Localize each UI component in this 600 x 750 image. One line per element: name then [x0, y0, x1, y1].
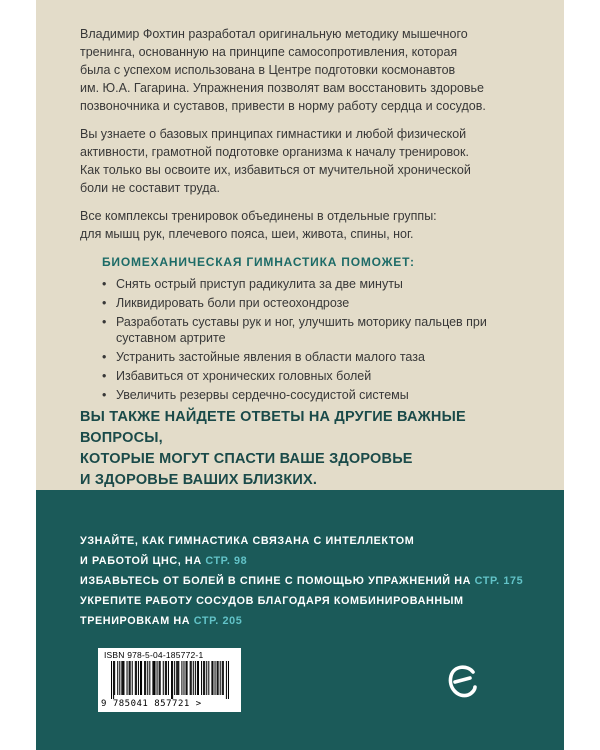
- barcode-bar: [220, 661, 221, 695]
- barcode-bar: [157, 661, 158, 695]
- barcode-bar: [111, 661, 112, 699]
- barcode: [98, 648, 241, 712]
- tip-line: [80, 551, 540, 571]
- barcode-bar: [218, 661, 219, 695]
- bullet-icon: •: [102, 369, 107, 383]
- bullet-icon: •: [102, 315, 107, 329]
- page-ref: СТР. 98: [205, 555, 248, 567]
- barcode-bar: [121, 661, 122, 695]
- intro-paragraph-3: [80, 207, 530, 243]
- list-item: [102, 349, 512, 365]
- barcode-bar: [215, 661, 216, 695]
- barcode-bar: [191, 661, 192, 695]
- barcode-bar: [136, 661, 137, 695]
- text-line: Как только вы освоите их, избавиться от мучительной хронической: [80, 163, 471, 177]
- barcode-bar: [141, 661, 142, 695]
- barcode-bar: [198, 661, 199, 695]
- barcode-bar: [119, 661, 120, 695]
- barcode-bar: [226, 661, 227, 699]
- barcode-bar: [165, 661, 166, 695]
- barcode-bar: [176, 661, 177, 695]
- list-item: [102, 387, 512, 403]
- barcode-bar: [132, 661, 133, 695]
- biomechanics-heading: БИОМЕХАНИЧЕСКАЯ ГИМНАСТИКА ПОМОЖЕТ:: [102, 255, 415, 269]
- barcode-bar: [159, 661, 160, 695]
- tip-line: [80, 571, 540, 591]
- barcode-number: 9 785041 857721 >: [101, 699, 202, 709]
- barcode-bar: [130, 661, 131, 695]
- barcode-bar: [190, 661, 191, 695]
- bullet-icon: •: [102, 388, 107, 402]
- text-line: Владимир Фохтин разработал оригинальную методику мышечного: [80, 27, 468, 41]
- barcode-bar: [177, 661, 178, 695]
- barcode-bar: [114, 661, 115, 695]
- eksmo-e-logo-icon: [446, 662, 480, 702]
- text-line: активности, грамотной подготовке организма к началу тренировок.: [80, 145, 469, 159]
- upper-section: [36, 0, 564, 490]
- barcode-bar: [181, 661, 182, 695]
- barcode-bar: [174, 661, 175, 695]
- list-item-text: Снять острый приступ радикулита за две минуты: [116, 277, 403, 291]
- bullet-icon: •: [102, 296, 107, 310]
- barcode-bar: [168, 661, 169, 695]
- barcode-bar: [223, 661, 224, 695]
- list-item: [102, 368, 512, 384]
- barcode-bar: [208, 661, 209, 695]
- callout-text: [80, 407, 530, 491]
- barcode-bar: [163, 661, 164, 695]
- barcode-bar: [113, 661, 114, 699]
- intro-paragraph-1: [80, 25, 530, 115]
- benefits-list: [102, 276, 512, 406]
- barcode-bar: [193, 661, 194, 695]
- text-line: боли не составит труда.: [80, 181, 220, 195]
- barcode-bar: [138, 661, 139, 695]
- barcode-bar: [222, 661, 223, 695]
- barcode-bar: [204, 661, 205, 695]
- barcode-bar: [122, 661, 123, 695]
- barcode-bar: [152, 661, 153, 695]
- barcode-bars: [111, 661, 229, 699]
- barcode-bar: [129, 661, 130, 695]
- barcode-bar: [187, 661, 188, 695]
- callout-line: ВЫ ТАКЖЕ НАЙДЕТЕ ОТВЕТЫ НА ДРУГИЕ ВАЖНЫЕ ВОПРОСЫ,: [80, 409, 466, 446]
- barcode-bar: [197, 661, 198, 695]
- list-item: [102, 295, 512, 311]
- intro-paragraph-2: [80, 125, 530, 197]
- tip-text: И РАБОТОЙ ЦНС, НА: [80, 555, 206, 567]
- barcode-bar: [183, 661, 184, 695]
- tip-line: УКРЕПИТЕ РАБОТУ СОСУДОВ БЛАГОДАРЯ КОМБИНИРОВАННЫМ: [80, 595, 464, 607]
- barcode-bar: [160, 661, 161, 695]
- barcode-bar: [228, 661, 229, 699]
- barcode-bar: [211, 661, 212, 695]
- callout-line: КОТОРЫЕ МОГУТ СПАСТИ ВАШЕ ЗДОРОВЬЕ: [80, 451, 413, 467]
- list-item: [102, 314, 512, 346]
- barcode-bar: [149, 661, 150, 695]
- tip-text: ИЗБАВЬТЕСЬ ОТ БОЛЕЙ В СПИНЕ С ПОМОЩЬЮ УПРАЖНЕНИЙ НА: [80, 575, 475, 587]
- isbn-label: ISBN 978-5-04-185772-1: [104, 650, 204, 660]
- barcode-bar: [127, 661, 128, 695]
- bullet-icon: •: [102, 350, 107, 364]
- list-item-text: Избавиться от хронических головных болей: [116, 369, 372, 383]
- barcode-bar: [178, 661, 179, 695]
- barcode-bar: [212, 661, 213, 695]
- page-references: [80, 531, 540, 631]
- barcode-bar: [144, 661, 145, 695]
- barcode-bar: [195, 661, 196, 695]
- barcode-bar: [147, 661, 148, 695]
- barcode-bar: [171, 661, 172, 699]
- barcode-bar: [172, 661, 173, 699]
- barcode-bar: [201, 661, 202, 695]
- barcode-bar: [140, 661, 141, 695]
- text-line: тренинга, основанную на принципе самосопротивления, которая: [80, 45, 458, 59]
- tip-line: [80, 611, 540, 631]
- barcode-bar: [206, 661, 207, 695]
- barcode-bar: [203, 661, 204, 695]
- barcode-bar: [123, 661, 124, 695]
- text-line: Вы узнаете о базовых принципах гимнастики и любой физической: [80, 127, 467, 141]
- tip-text: ТРЕНИРОВКАМ НА: [80, 615, 194, 627]
- barcode-bar: [217, 661, 218, 695]
- text-line: для мышц рук, плечевого пояса, шеи, живота, спины, ног.: [80, 227, 414, 241]
- barcode-bar: [145, 661, 146, 695]
- text-line: позвоночника и суставов, привести в норму работу сердца и сосудов.: [80, 99, 486, 113]
- text-line: Все комплексы тренировок объединены в отдельные группы:: [80, 209, 437, 223]
- barcode-bar: [135, 661, 136, 695]
- list-item: [102, 276, 512, 292]
- list-item-text: Ликвидировать боли при остеохондрозе: [116, 296, 350, 310]
- tip-line: УЗНАЙТЕ, КАК ГИМНАСТИКА СВЯЗАНА С ИНТЕЛЛЕКТОМ: [80, 535, 415, 547]
- list-item-text: Устранить застойные явления в области малого таза: [116, 350, 425, 364]
- barcode-bar: [186, 661, 187, 695]
- text-line: была с успехом использована в Центре подготовки космонавтов: [80, 63, 456, 77]
- list-item-text: Разработать суставы рук и ног, улучшить моторику пальцев при суставном артрите: [116, 315, 487, 345]
- page-ref: СТР. 205: [193, 615, 243, 627]
- barcode-bar: [166, 661, 167, 695]
- text-line: им. Ю.А. Гагарина. Упражнения позволят вам восстановить здоровье: [80, 81, 484, 95]
- list-item-text: Увеличить резервы сердечно-сосудистой системы: [116, 388, 409, 402]
- barcode-bar: [117, 661, 118, 695]
- barcode-bar: [154, 661, 155, 695]
- bullet-icon: •: [102, 277, 107, 291]
- back-cover: [36, 0, 564, 750]
- page-ref: СТР. 175: [474, 575, 524, 587]
- callout-line: И ЗДОРОВЬЕ ВАШИХ БЛИЗКИХ.: [80, 472, 318, 488]
- barcode-bar: [153, 661, 154, 695]
